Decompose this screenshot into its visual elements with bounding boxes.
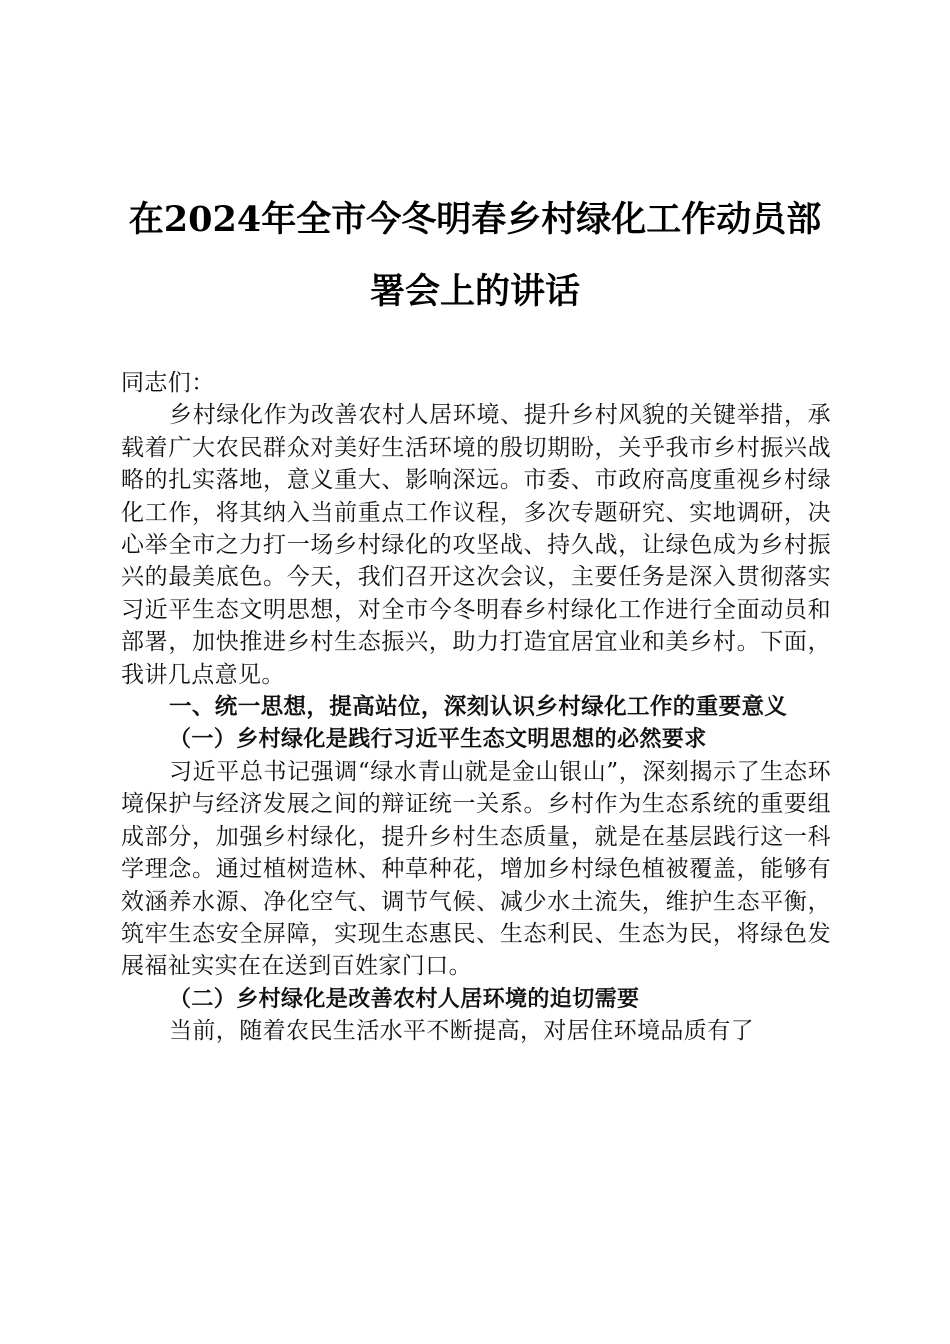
subsection-1-paragraph: 习近平总书记强调“绿水青山就是金山银山”，深刻揭示了生态环境保护与经济发展之间的辩证统一关系。乡村作为生态系统的重要组成部分，加强乡村绿化，提升乡村生态质量，就是在基层践行这一科学理念。通过植树造林、种草种花，增加乡村绿色植被覆盖，能够有效涵养水源、净化空气、调节气候、减少水土流失，维护生态平衡，筑牢生态安全屏障，实现生态惠民、生态利民、生态为民，将绿色发展福祉实实在在送到百姓家门口。 — [121, 758, 831, 980]
subsection-1-heading: （一）乡村绿化是践行习近平生态文明思想的必然要求 — [169, 726, 707, 753]
subsection-2-paragraph: 当前，随着农民生活水平不断提高，对居住环境品质有了 — [169, 1018, 754, 1045]
document-body — [121, 367, 831, 1048]
intro-paragraph: 乡村绿化作为改善农村人居环境、提升乡村风貌的关键举措，承载着广大农民群众对美好生活环境的殷切期盼，关乎我市乡村振兴战略的扎实落地，意义重大、影响深远。市委、市政府高度重视乡村绿化工作，将其纳入当前重点工作议程，多次专题研究、实地调研，决心举全市之力打一场乡村绿化的攻坚战、持久战，让绿色成为乡村振兴的最美底色。今天，我们召开这次会议，主要任务是深入贯彻落实习近平生态文明思想，对全市今冬明春乡村绿化工作进行全面动员和部署，加快推进乡村生态振兴，助力打造宜居宜业和美乡村。下面，我讲几点意见。 — [121, 402, 831, 688]
section-1-heading: 一、统一思想，提高站位，深刻认识乡村绿化工作的重要意义 — [169, 694, 788, 721]
greeting: 同志们： — [121, 370, 215, 396]
subsection-2-heading: （二）乡村绿化是改善农村人居环境的迫切需要 — [169, 985, 640, 1012]
document-title-line-1: 在2024年全市今冬明春乡村绿化工作动员部 — [128, 199, 822, 240]
document-title-line-2: 署会上的讲话 — [369, 271, 580, 312]
